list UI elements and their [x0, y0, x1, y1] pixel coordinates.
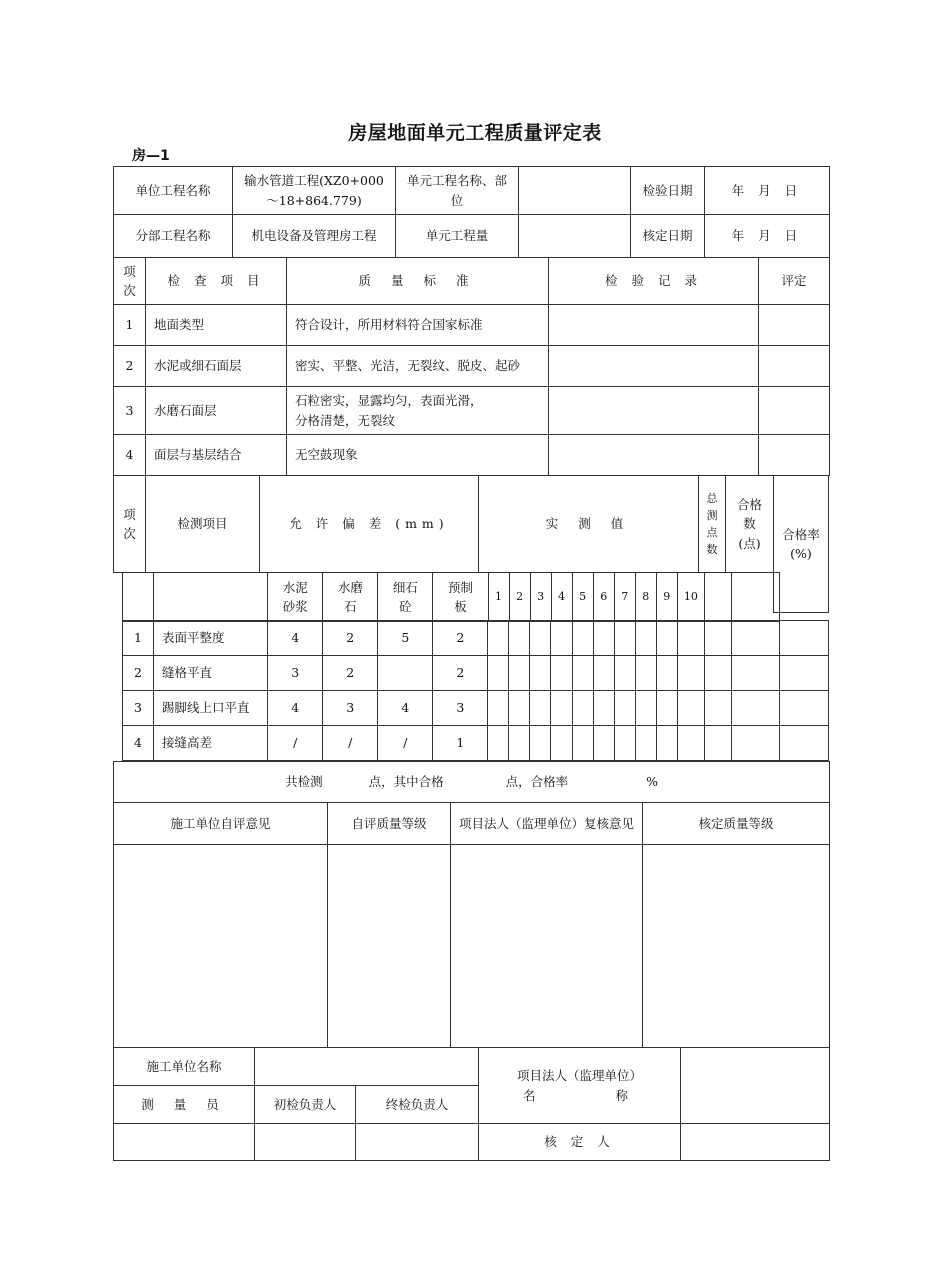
sub-project-value: 机电设备及管理房工程 — [233, 215, 396, 258]
tolerance-value: 4 — [378, 691, 433, 726]
measure-col-pass-rate: 合格率 (%) — [774, 476, 829, 613]
contractor-name-label: 施工单位名称 — [114, 1048, 255, 1086]
check-rating-cell[interactable] — [759, 435, 830, 476]
owner-name-label: 项目法人（监理单位） 名 称 — [479, 1048, 681, 1124]
measure-no: 1 — [123, 621, 154, 656]
tolerance-value: 4 — [268, 621, 323, 656]
table-row — [114, 387, 830, 435]
check-item: 水磨石面层 — [146, 387, 287, 435]
tolerance-value: 3 — [433, 691, 488, 726]
summary-line: 共检测 点，其中合格 点，合格率 % — [114, 762, 830, 803]
check-record-cell[interactable] — [549, 305, 759, 346]
final-check-sign[interactable] — [356, 1124, 479, 1161]
measure-item: 缝格平直 — [154, 656, 268, 691]
verify-date-value[interactable]: 年 月 日 — [705, 215, 830, 258]
tolerance-value: 5 — [378, 621, 433, 656]
material-header: 预制 板 — [433, 573, 488, 622]
material-subheader-table — [122, 572, 780, 622]
tolerance-value: / — [378, 726, 433, 761]
measure-col-measured: 实 测 值 — [479, 476, 699, 573]
tolerance-value: 1 — [433, 726, 488, 761]
element-qty-label: 单元工程量 — [396, 215, 519, 258]
measure-col-total: 总 测 点 数 — [699, 476, 726, 573]
self-grade-label: 自评质量等级 — [328, 803, 451, 845]
unit-project-label: 单位工程名称 — [114, 167, 233, 215]
inspection-date-label: 检验日期 — [631, 167, 705, 215]
signature-table — [113, 1047, 830, 1161]
measure-item: 踢脚线上口平直 — [154, 691, 268, 726]
tolerance-value: 2 — [323, 621, 378, 656]
contractor-opinion-box[interactable] — [114, 845, 328, 1048]
point-header: 10 — [677, 573, 704, 622]
document-title: 房屋地面单元工程质量评定表 — [348, 122, 602, 144]
measure-col-item: 检测项目 — [146, 476, 260, 573]
header-table — [113, 166, 830, 258]
tolerance-value: 3 — [268, 656, 323, 691]
point-header: 6 — [593, 573, 614, 622]
check-col-no: 项 次 — [114, 258, 146, 305]
check-no: 1 — [114, 305, 146, 346]
material-header: 水磨 石 — [323, 573, 378, 622]
unit-project-value: 输水管道工程(XZ0+000 ～18+864.779) — [233, 167, 396, 215]
check-rating-cell[interactable] — [759, 387, 830, 435]
check-no: 4 — [114, 435, 146, 476]
table-row — [123, 691, 829, 726]
point-header: 5 — [572, 573, 593, 622]
point-header: 2 — [509, 573, 530, 622]
table-row — [114, 346, 830, 387]
element-name-label: 单元工程名称、部 位 — [396, 167, 519, 215]
check-rating-cell[interactable] — [759, 346, 830, 387]
measure-item: 接缝高差 — [154, 726, 268, 761]
final-check-label: 终检负责人 — [356, 1086, 479, 1124]
measure-no: 2 — [123, 656, 154, 691]
contractor-name-value[interactable] — [255, 1048, 479, 1086]
point-header: 3 — [530, 573, 551, 622]
tolerance-value: 4 — [268, 691, 323, 726]
self-grade-box[interactable] — [328, 845, 451, 1048]
point-header: 8 — [635, 573, 656, 622]
tolerance-value: 2 — [433, 621, 488, 656]
check-record-cell[interactable] — [549, 435, 759, 476]
check-standard: 密实、平整、光洁，无裂纹、脱皮、起砂 — [287, 346, 549, 387]
table-row — [123, 621, 829, 656]
check-item: 水泥或细石面层 — [146, 346, 287, 387]
verify-date-label: 核定日期 — [631, 215, 705, 258]
point-header: 9 — [656, 573, 677, 622]
check-rating-cell[interactable] — [759, 305, 830, 346]
measure-col-pass-count: 合格 数 (点) — [726, 476, 774, 573]
verifier-label: 核 定 人 — [479, 1124, 681, 1161]
tolerance-value: / — [268, 726, 323, 761]
surveyor-label: 测 量 员 — [114, 1086, 255, 1124]
point-header: 4 — [551, 573, 572, 622]
check-items-table — [113, 257, 830, 476]
surveyor-sign[interactable] — [114, 1124, 255, 1161]
first-check-sign[interactable] — [255, 1124, 356, 1161]
verified-grade-box[interactable] — [643, 845, 830, 1048]
contractor-opinion-label: 施工单位自评意见 — [114, 803, 328, 845]
tolerance-value: 2 — [323, 656, 378, 691]
measure-col-tolerance: 允 许 偏 差 (mm) — [260, 476, 479, 573]
form-code: 房—1 — [132, 148, 170, 164]
table-row — [123, 656, 829, 691]
check-item: 地面类型 — [146, 305, 287, 346]
check-col-record: 检 验 记 录 — [549, 258, 759, 305]
table-row — [114, 305, 830, 346]
check-standard: 符合设计，所用材料符合国家标准 — [287, 305, 549, 346]
owner-opinion-box[interactable] — [451, 845, 643, 1048]
owner-name-value[interactable] — [681, 1048, 830, 1124]
measure-item: 表面平整度 — [154, 621, 268, 656]
verified-grade-label: 核定质量等级 — [643, 803, 830, 845]
table-row — [114, 435, 830, 476]
measure-data-table — [122, 620, 829, 761]
material-header: 水泥 砂浆 — [268, 573, 323, 622]
check-col-rating: 评定 — [759, 258, 830, 305]
tolerance-value: 3 — [323, 691, 378, 726]
inspection-date-value[interactable]: 年 月 日 — [705, 167, 830, 215]
owner-opinion-label: 项目法人（监理单位）复核意见 — [451, 803, 643, 845]
element-name-value[interactable] — [519, 167, 631, 215]
pass-rate-header-table — [773, 475, 829, 613]
check-no: 3 — [114, 387, 146, 435]
verifier-sign[interactable] — [681, 1124, 830, 1161]
check-record-cell[interactable] — [549, 346, 759, 387]
tolerance-value — [378, 656, 433, 691]
check-standard: 无空鼓现象 — [287, 435, 549, 476]
measure-col-no: 项 次 — [114, 476, 146, 573]
check-no: 2 — [114, 346, 146, 387]
check-record-cell[interactable] — [549, 387, 759, 435]
element-qty-value[interactable] — [519, 215, 631, 258]
first-check-label: 初检负责人 — [255, 1086, 356, 1124]
check-col-item: 检 查 项 目 — [146, 258, 287, 305]
summary-table — [113, 761, 830, 1048]
sub-project-label: 分部工程名称 — [114, 215, 233, 258]
table-row — [123, 726, 829, 761]
check-item: 面层与基层结合 — [146, 435, 287, 476]
tolerance-value: / — [323, 726, 378, 761]
check-standard: 石粒密实，显露均匀，表面光滑， 分格清楚，无裂纹 — [287, 387, 549, 435]
measure-no: 4 — [123, 726, 154, 761]
measure-no: 3 — [123, 691, 154, 726]
material-header: 细石 砼 — [378, 573, 433, 622]
point-header: 7 — [614, 573, 635, 622]
point-header: 1 — [488, 573, 509, 622]
measure-header-table — [113, 475, 774, 573]
check-col-standard: 质 量 标 准 — [287, 258, 549, 305]
tolerance-value: 2 — [433, 656, 488, 691]
